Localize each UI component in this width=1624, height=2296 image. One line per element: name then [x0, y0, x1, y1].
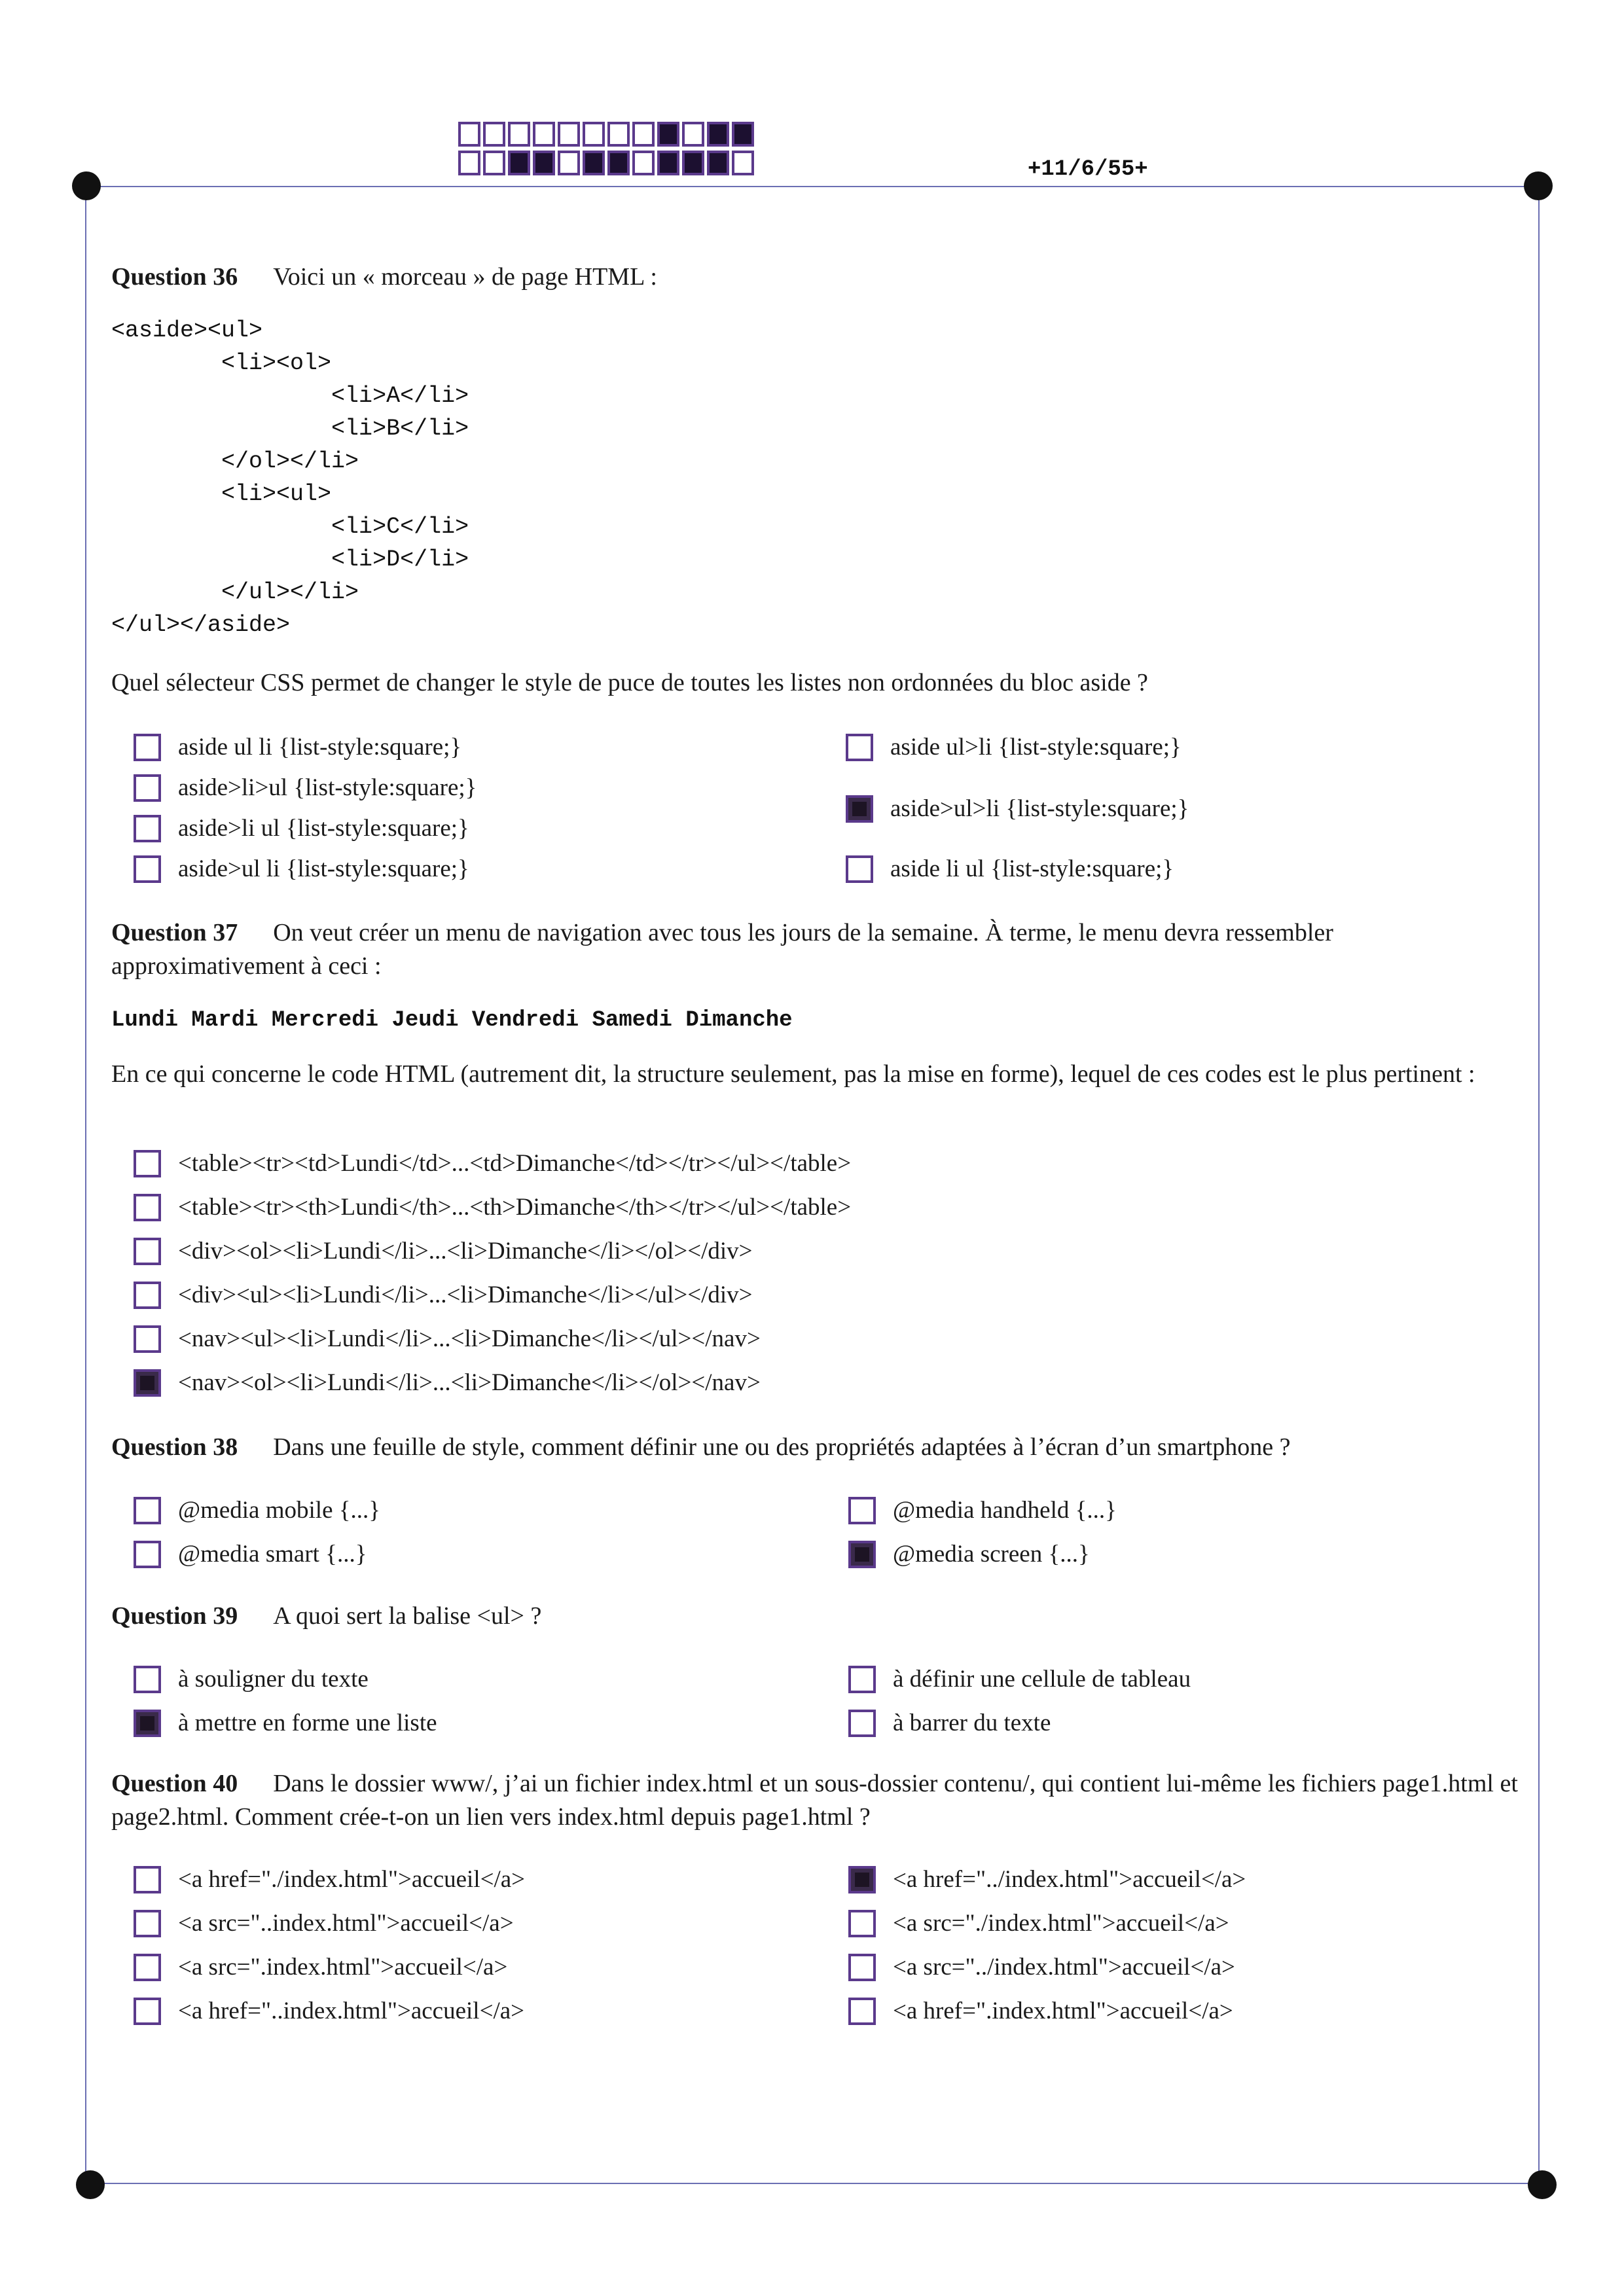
q40-choice-3[interactable]: [134, 1953, 507, 1981]
q39-choice-1[interactable]: [134, 1665, 369, 1693]
q40-checkbox-6[interactable]: [848, 1910, 876, 1937]
q39-choice-2[interactable]: [134, 1709, 437, 1737]
q37-checkbox-3[interactable]: [134, 1238, 161, 1265]
barcode-cell: [732, 122, 754, 147]
q40-choice-label: <a href=".index.html">accueil</a>: [893, 1998, 1233, 2024]
question-40-text: Dans le dossier www/, j’ai un fichier index.html et un sous-dossier contenu/, qui contient lui-même les fichiers page1.html et page2.html. Comment crée-t-on un lien vers index.html depuis page1.html ?: [111, 1770, 1518, 1831]
barcode-row: [458, 122, 754, 147]
q39-checkbox-2[interactable]: [134, 1710, 161, 1737]
q36-checkbox-7[interactable]: [846, 855, 873, 883]
barcode-cell: [607, 151, 630, 175]
question-40-header: [111, 1767, 1519, 1835]
barcode-cell: [732, 151, 754, 175]
q39-checkbox-3[interactable]: [848, 1666, 876, 1693]
q40-choice-4[interactable]: [134, 1997, 524, 2025]
q37-checkbox-5[interactable]: [134, 1325, 161, 1353]
q38-checkbox-2[interactable]: [134, 1541, 161, 1568]
q36-choice-label: aside>ul li {list-style:square;}: [178, 855, 469, 882]
q38-checkbox-3[interactable]: [848, 1497, 876, 1524]
q36-choice-label: aside ul>li {list-style:square;}: [890, 734, 1182, 761]
registration-mark-top-left: [72, 171, 101, 200]
q36-choice-6[interactable]: [846, 795, 1189, 823]
question-38-header: [111, 1431, 1519, 1464]
q38-choice-label: @media smart {...}: [178, 1541, 367, 1568]
question-39-label: Question 39: [111, 1602, 238, 1630]
barcode-cell: [483, 151, 505, 175]
q40-choice-label: <a href="..index.html">accueil</a>: [178, 1998, 525, 2024]
q37-choice-label: <div><ul><li>Lundi</li>...<li>Dimanche</li></ul></div>: [178, 1282, 753, 1308]
q37-choice-1[interactable]: [134, 1149, 851, 1177]
registration-mark-bottom-right: [1528, 2170, 1557, 2199]
q40-choice-label: <a src=".index.html">accueil</a>: [178, 1954, 508, 1981]
q36-choice-2[interactable]: [134, 774, 477, 802]
q36-checkbox-4[interactable]: [134, 855, 161, 883]
page-id: +11/6/55+: [1028, 157, 1148, 182]
question-38-text: Dans une feuille de style, comment définir une ou des propriétés adaptées à l’écran d’un smartphone ?: [273, 1433, 1291, 1461]
q37-choice-2[interactable]: [134, 1193, 851, 1221]
question-36-text: Voici un « morceau » de page HTML :: [273, 263, 657, 291]
q40-choice-6[interactable]: [848, 1909, 1229, 1937]
question-37-label: Question 37: [111, 919, 238, 946]
q40-choice-label: <a src="./index.html">accueil</a>: [893, 1910, 1229, 1937]
q40-choice-label: <a src="..index.html">accueil</a>: [178, 1910, 514, 1937]
page-barcode: [458, 122, 754, 179]
q39-checkbox-1[interactable]: [134, 1666, 161, 1693]
q40-choice-label: <a href="./index.html">accueil</a>: [178, 1866, 526, 1893]
q40-checkbox-5[interactable]: [848, 1866, 876, 1893]
q37-choice-label: <table><tr><td>Lundi</td>...<td>Dimanche</td></tr></ul></table>: [178, 1150, 852, 1177]
q40-choice-1[interactable]: [134, 1865, 525, 1893]
q40-checkbox-8[interactable]: [848, 1998, 876, 2025]
q36-checkbox-6[interactable]: [846, 795, 873, 823]
barcode-cell: [657, 151, 679, 175]
barcode-cell: [583, 122, 605, 147]
question-36-code-block: <aside><ul> <li><ol> <li>A</li> <li>B</li> </ol></li> <li><ul> <li>C</li> <li>D</li> </ul></li> </ul></aside>: [111, 317, 469, 638]
q40-checkbox-3[interactable]: [134, 1954, 161, 1981]
q37-choice-label: <table><tr><th>Lundi</th>...<th>Dimanche</th></tr></ul></table>: [178, 1194, 852, 1221]
q39-choice-label: à barrer du texte: [893, 1710, 1051, 1736]
barcode-cell: [707, 151, 729, 175]
barcode-cell: [533, 151, 555, 175]
q37-choice-6[interactable]: [134, 1369, 761, 1397]
barcode-cell: [558, 122, 580, 147]
question-36-label: Question 36: [111, 263, 238, 291]
q40-choice-7[interactable]: [848, 1953, 1235, 1981]
question-36-header: [111, 260, 1519, 294]
barcode-cell: [483, 122, 505, 147]
q37-checkbox-1[interactable]: [134, 1150, 161, 1177]
q40-checkbox-1[interactable]: [134, 1866, 161, 1893]
q37-checkbox-4[interactable]: [134, 1282, 161, 1309]
question-37-prompt: En ce qui concerne le code HTML (autrement dit, la structure seulement, pas la mise en forme), lequel de ces codes est le plus pertinent :: [111, 1060, 1475, 1088]
barcode-cell: [607, 122, 630, 147]
barcode-cell: [508, 122, 530, 147]
question-39-text: A quoi sert la balise <ul> ?: [273, 1602, 542, 1630]
barcode-row: [458, 151, 754, 175]
q36-choice-1[interactable]: [134, 733, 461, 761]
q37-choice-5[interactable]: [134, 1325, 761, 1353]
q36-checkbox-3[interactable]: [134, 815, 161, 842]
q40-choice-5[interactable]: [848, 1865, 1246, 1893]
barcode-cell: [632, 151, 655, 175]
question-36-prompt: Quel sélecteur CSS permet de changer le style de puce de toutes les listes non ordonnées du bloc aside ?: [111, 669, 1148, 696]
barcode-cell: [458, 122, 480, 147]
q36-choice-label: aside>li>ul {list-style:square;}: [178, 774, 477, 801]
q40-choice-8[interactable]: [848, 1997, 1233, 2025]
q37-choice-4[interactable]: [134, 1281, 753, 1309]
q39-checkbox-4[interactable]: [848, 1710, 876, 1737]
registration-mark-top-right: [1524, 171, 1553, 200]
q37-choice-3[interactable]: [134, 1237, 753, 1265]
q38-choice-label: @media screen {...}: [893, 1541, 1090, 1568]
q38-choice-label: @media mobile {...}: [178, 1497, 381, 1524]
question-39-header: [111, 1600, 1519, 1633]
q36-choice-label: aside>ul>li {list-style:square;}: [890, 795, 1189, 822]
q37-choice-label: <nav><ol><li>Lundi</li>...<li>Dimanche</li></ol></nav>: [178, 1369, 761, 1396]
q38-checkbox-4[interactable]: [848, 1541, 876, 1568]
q36-checkbox-1[interactable]: [134, 734, 161, 761]
q37-checkbox-2[interactable]: [134, 1194, 161, 1221]
q40-checkbox-2[interactable]: [134, 1910, 161, 1937]
q38-checkbox-1[interactable]: [134, 1497, 161, 1524]
question-37-header: [111, 916, 1519, 984]
q40-choice-2[interactable]: [134, 1909, 514, 1937]
q36-choice-4[interactable]: [134, 855, 469, 883]
barcode-cell: [682, 151, 704, 175]
barcode-cell: [458, 151, 480, 175]
q39-choice-label: à souligner du texte: [178, 1666, 369, 1693]
barcode-cell: [558, 151, 580, 175]
barcode-cell: [657, 122, 679, 147]
q39-choice-label: à mettre en forme une liste: [178, 1710, 437, 1736]
q38-choice-3[interactable]: [848, 1496, 1117, 1524]
q36-choice-3[interactable]: [134, 814, 469, 842]
q37-choice-label: <div><ol><li>Lundi</li>...<li>Dimanche</li></ol></div>: [178, 1238, 753, 1265]
q40-checkbox-4[interactable]: [134, 1998, 161, 2025]
q36-choice-7[interactable]: [846, 855, 1174, 883]
q39-choice-4[interactable]: [848, 1709, 1051, 1737]
barcode-cell: [583, 151, 605, 175]
q37-checkbox-6[interactable]: [134, 1369, 161, 1397]
registration-mark-bottom-left: [76, 2170, 105, 2199]
q38-choice-2[interactable]: [134, 1540, 367, 1568]
q38-choice-label: @media handheld {...}: [893, 1497, 1117, 1524]
barcode-cell: [682, 122, 704, 147]
q40-choice-label: <a href="../index.html">accueil</a>: [893, 1866, 1246, 1893]
q36-choice-label: aside>li ul {list-style:square;}: [178, 815, 469, 842]
q36-checkbox-5[interactable]: [846, 734, 873, 761]
q40-choice-label: <a src="../index.html">accueil</a>: [893, 1954, 1235, 1981]
q39-choice-3[interactable]: [848, 1665, 1191, 1693]
question-37-menu-example: Lundi Mardi Mercredi Jeudi Vendredi Samedi Dimanche: [111, 1008, 793, 1033]
question-37-text: On veut créer un menu de navigation avec tous les jours de la semaine. À terme, le menu devra ressembler approximativement à ceci :: [111, 919, 1333, 980]
q36-choice-5[interactable]: [846, 733, 1182, 761]
q40-checkbox-7[interactable]: [848, 1954, 876, 1981]
barcode-cell: [632, 122, 655, 147]
q37-choice-label: <nav><ul><li>Lundi</li>...<li>Dimanche</li></ul></nav>: [178, 1325, 761, 1352]
q38-choice-4[interactable]: [848, 1540, 1090, 1568]
question-38-label: Question 38: [111, 1433, 238, 1461]
barcode-cell: [707, 122, 729, 147]
barcode-cell: [533, 122, 555, 147]
q36-checkbox-2[interactable]: [134, 774, 161, 802]
barcode-cell: [508, 151, 530, 175]
q36-choice-label: aside ul li {list-style:square;}: [178, 734, 462, 761]
question-40-label: Question 40: [111, 1770, 238, 1797]
q39-choice-label: à définir une cellule de tableau: [893, 1666, 1191, 1693]
q38-choice-1[interactable]: [134, 1496, 380, 1524]
q36-choice-label: aside li ul {list-style:square;}: [890, 855, 1174, 882]
